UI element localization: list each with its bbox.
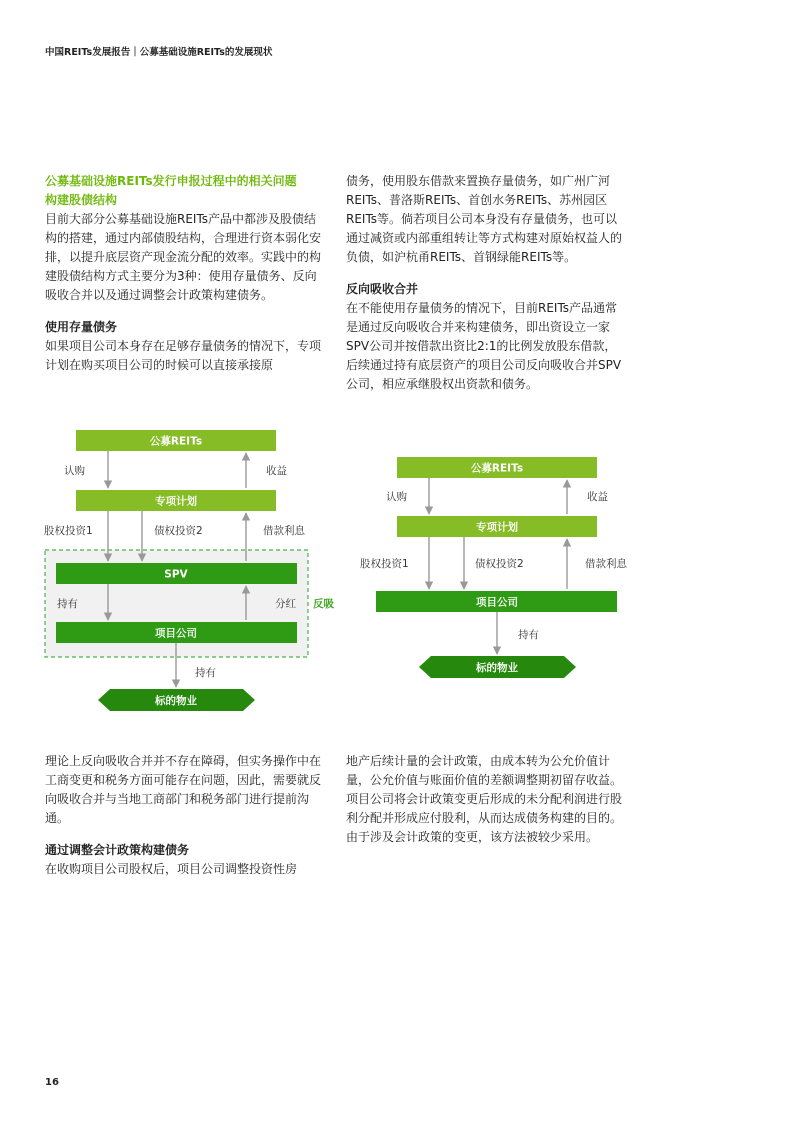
heading-existing-debt: 使用存量债务 <box>45 320 118 334</box>
hold-label: 持有 <box>57 598 78 610</box>
debt-label: 债权投资2 <box>475 558 524 570</box>
plan-label: 专项计划 <box>155 495 197 508</box>
project-label: 项目公司 <box>155 627 197 640</box>
paragraph: 在收购项目公司股权后，项目公司调整投资性房 <box>45 862 298 876</box>
interest-label: 借款利息 <box>585 558 627 570</box>
subscribe-label: 认购 <box>386 491 407 503</box>
dividend-label: 分红 <box>275 598 296 610</box>
project-label: 项目公司 <box>476 596 518 609</box>
paragraph: 如果项目公司本身存在足够存量债务的情况下，专项计划在购买项目公司的时候可以直接承接原 <box>45 339 322 372</box>
heading-accounting-policy: 通过调整会计政策构建债务 <box>45 843 190 857</box>
reits-label: 公募REITs <box>149 435 203 448</box>
subscribe-label: 认购 <box>64 465 85 477</box>
page-header: 中国REITs发展报告｜公募基础设施REITs的发展现状 <box>45 47 273 58</box>
spv-label: SPV <box>164 568 188 581</box>
paragraph: 目前大部分公募基础设施REITs产品中都涉及股债结构的搭建，通过内部债股结构，合理进行资本弱化安排，以提升底层资产现金流分配的效率。实践中的构建股债结构方式主要分为3种：使用存量债务、反向吸收合并以及通过调整会计政策构建债务。 <box>45 212 322 302</box>
equity-label: 股权投资1 <box>44 525 93 537</box>
subsection-title: 构建股债结构 <box>45 193 118 207</box>
reverse-merger-label: 反吸 <box>313 598 334 610</box>
paragraph: 理论上反向吸收合并并不存在障碍，但实务操作中在工商变更和税务方面可能存在问题，因此，需要就反向吸收合并与当地工商部门和税务部门进行提前沟通。 <box>45 754 322 825</box>
reits-label: 公募REITs <box>470 462 524 475</box>
paragraph: 债务，使用股东借款来置换存量债务，如广州广河REITs、普洛斯REITs、首创水务REITs、苏州园区REITs等。倘若项目公司本身没有存量债务，也可以通过减资或内部重组转让等方式构建对原始权益人的负债，如沪杭甬REITs、首钢绿能REITs等。 <box>346 174 623 264</box>
property-label: 标的物业 <box>155 695 197 707</box>
column-left-bottom <box>45 752 327 879</box>
property-label: 标的物业 <box>476 662 518 674</box>
hold-property-label: 持有 <box>195 667 216 679</box>
income-label: 收益 <box>266 465 287 477</box>
debt-label: 债权投资2 <box>154 525 203 537</box>
section-title: 公募基础设施REITs发行申报过程中的相关问题 <box>45 174 297 188</box>
equity-label: 股权投资1 <box>360 558 409 570</box>
income-label: 收益 <box>587 491 608 503</box>
page-number: 16 <box>45 1077 59 1088</box>
paragraph: 在不能使用存量债务的情况下，目前REITs产品通常是通过反向吸收合并来构建债务，即出资设立一家SPV公司并按借款出资比2:1的比例发放股东借款，后续通过持有底层资产的项目公司反向吸收合并SPV公司，相应承继股权出资款和债务。 <box>346 301 622 391</box>
column-right-bottom <box>346 752 628 847</box>
interest-label: 借款利息 <box>263 525 305 537</box>
paragraph: 地产后续计量的会计政策，由成本转为公允价值计量，公允价值与账面价值的差额调整期初留存收益。项目公司将会计政策变更后形成的未分配利润进行股利分配并形成应付股利，从而达成债务构建的目的。由于涉及会计政策的变更，该方法被较少采用。 <box>346 754 623 844</box>
heading-reverse-merger: 反向吸收合并 <box>346 282 419 296</box>
plan-label: 专项计划 <box>476 521 518 534</box>
hold-label: 持有 <box>518 629 539 641</box>
